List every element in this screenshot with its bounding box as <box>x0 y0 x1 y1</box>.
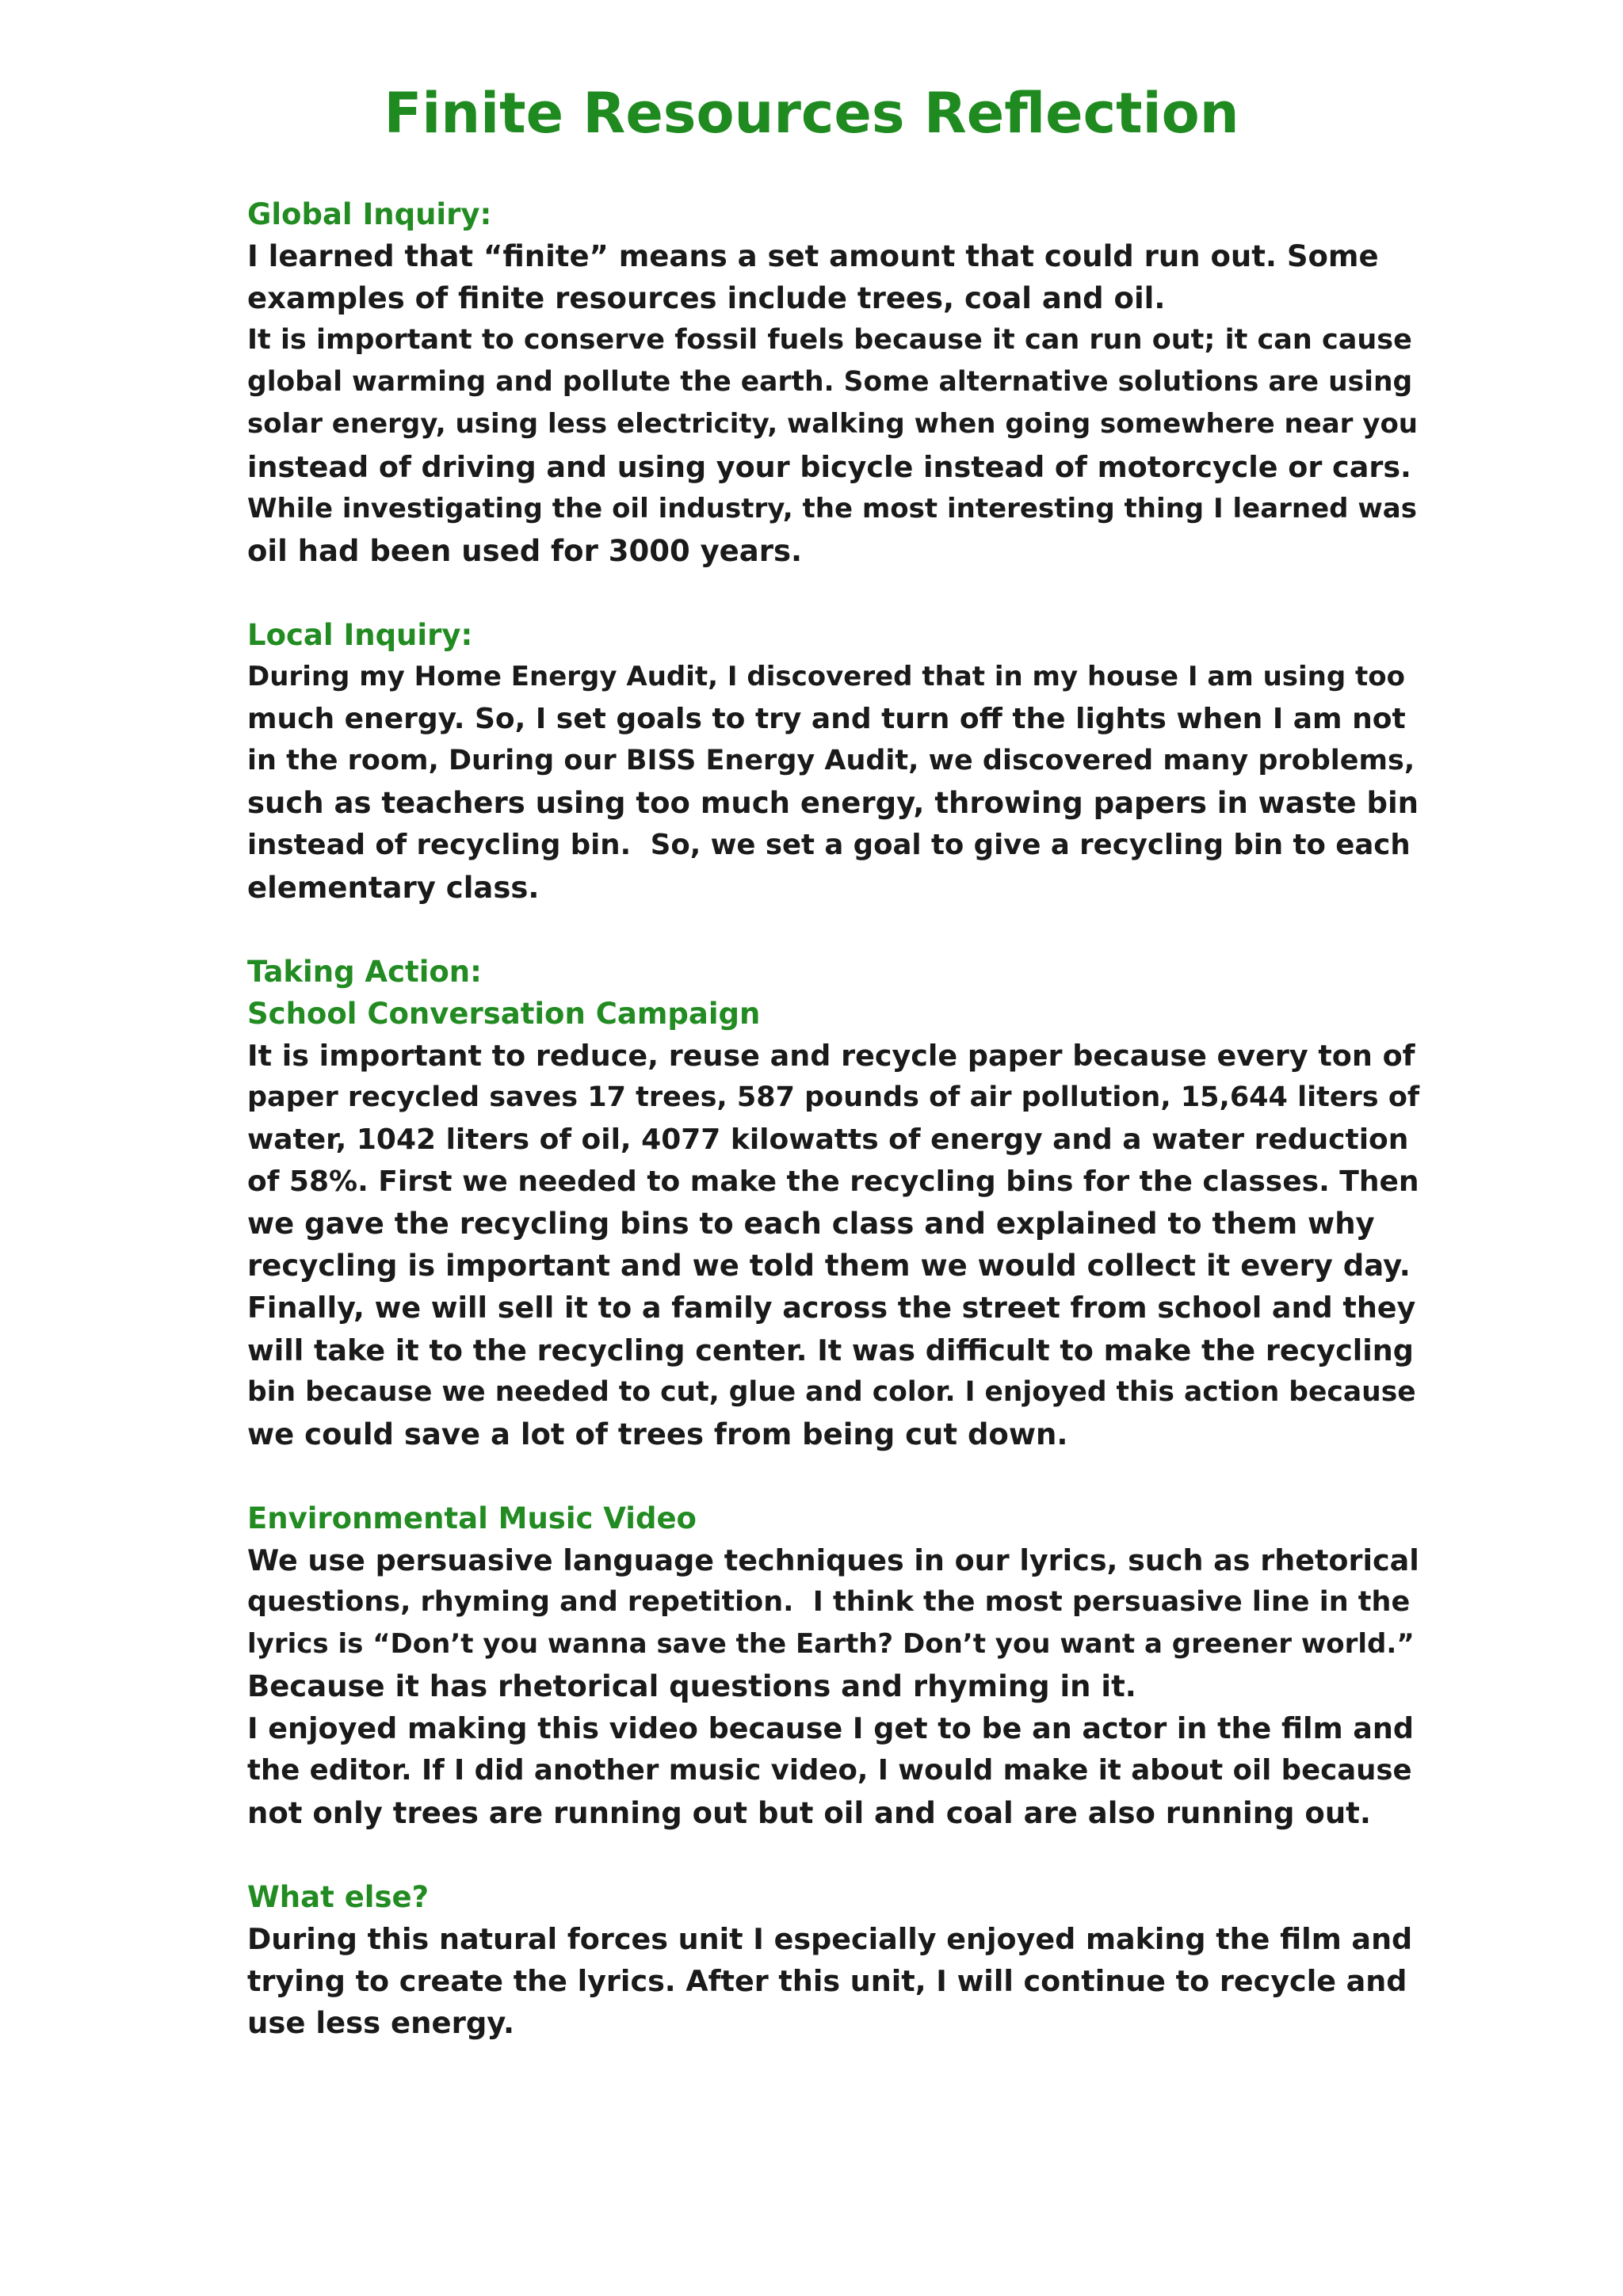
paragraph-line: trying to create the lyrics. After this unit, I will continue to recycle and <box>247 1963 1407 1998</box>
paragraph-line: questions, rhyming and repetition. I think the most persuasive line in the <box>247 1586 1411 1619</box>
paragraph-line: lyrics is “Don’t you wanna save the Earth? Don’t you want a greener world.” <box>247 1628 1415 1661</box>
paragraph-line: While investigating the oil industry, the most interesting thing I learned was <box>247 492 1417 524</box>
paragraph-line: oil had been used for 3000 years. <box>247 533 803 568</box>
paragraph-line: such as teachers using too much energy, throwing papers in waste bin <box>247 786 1419 821</box>
paragraph-line: paper recycled saves 17 trees, 587 pounds of air pollution, 15,644 liters of <box>247 1081 1420 1113</box>
paragraph-line: bin because we needed to cut, glue and color. I enjoyed this action because <box>247 1375 1416 1408</box>
section-global-inquiry <box>247 193 1420 572</box>
paragraph-line: we could save a lot of trees from being cut down. <box>247 1417 1068 1451</box>
section-local-inquiry <box>247 614 1420 909</box>
section-spacer <box>247 909 1420 951</box>
paragraph-line: During my Home Energy Audit, I discovered that in my house I am using too <box>247 661 1406 693</box>
section-taking-action <box>247 951 1420 1455</box>
section-heading: What else? <box>247 1879 430 1914</box>
section-heading: Global Inquiry: <box>247 197 492 231</box>
paragraph-line: much energy. So, I set goals to try and turn off the lights when I am not <box>247 703 1406 736</box>
paragraph-line: It is important to reduce, reuse and recycle paper because every ton of <box>247 1038 1415 1073</box>
paragraph-line: I learned that “finite” means a set amount that could run out. Some <box>247 239 1379 274</box>
paragraph-line: recycling is important and we told them we would collect it every day. <box>247 1249 1411 1283</box>
section-spacer <box>247 1834 1420 1876</box>
document-body <box>247 193 1420 2044</box>
paragraph-line: During this natural forces unit I especially enjoyed making the film and <box>247 1921 1413 1956</box>
section-what-else <box>247 1876 1420 2044</box>
section-heading: Local Inquiry: <box>247 617 473 652</box>
paragraph-line: use less energy. <box>247 2006 515 2041</box>
paragraph-line: Finally, we will sell it to a family across the street from school and they <box>247 1291 1416 1325</box>
section-subheading: School Conversation Campaign <box>247 996 761 1031</box>
section-spacer <box>247 572 1420 614</box>
paragraph-line: elementary class. <box>247 870 540 905</box>
paragraph-line: we gave the recycling bins to each class and explained to them why <box>247 1207 1375 1241</box>
paragraph-line: of 58%. First we needed to make the recycling bins for the classes. Then <box>247 1165 1419 1199</box>
section-spacer <box>247 1455 1420 1497</box>
paragraph-line: global warming and pollute the earth. Some alternative solutions are using <box>247 366 1413 399</box>
paragraph-line: Because it has rhetorical questions and rhyming in it. <box>247 1669 1136 1704</box>
paragraph-line: in the room, During our BISS Energy Audit, we discovered many problems, <box>247 745 1415 777</box>
paragraph-line: the editor. If I did another music video, I would make it about oil because <box>247 1754 1412 1787</box>
paragraph-line: instead of driving and using your bicycle instead of motorcycle or cars. <box>247 449 1411 484</box>
paragraph-line: It is important to conserve fossil fuels because it can run out; it can cause <box>247 324 1412 357</box>
page-title: Finite Resources Reflection <box>384 81 1239 146</box>
paragraph-line: not only trees are running out but oil and coal are also running out. <box>247 1795 1371 1830</box>
section-heading: Taking Action: <box>247 954 482 989</box>
paragraph-line: water, 1042 liters of oil, 4077 kilowatts of energy and a water reduction <box>247 1123 1409 1157</box>
paragraph-line: examples of finite resources include trees, coal and oil. <box>247 281 1166 316</box>
paragraph-line: instead of recycling bin. So, we set a goal to give a recycling bin to each <box>247 829 1411 862</box>
paragraph-line: We use persuasive language techniques in our lyrics, such as rhetorical <box>247 1543 1419 1577</box>
paragraph-line: will take it to the recycling center. It was difficult to make the recycling <box>247 1333 1414 1367</box>
paragraph-line: I enjoyed making this video because I get to be an actor in the film and <box>247 1711 1415 1746</box>
section-music-video <box>247 1497 1420 1834</box>
paragraph-line: solar energy, using less electricity, walking when going somewhere near you <box>247 408 1419 441</box>
section-heading: Environmental Music Video <box>247 1501 697 1535</box>
